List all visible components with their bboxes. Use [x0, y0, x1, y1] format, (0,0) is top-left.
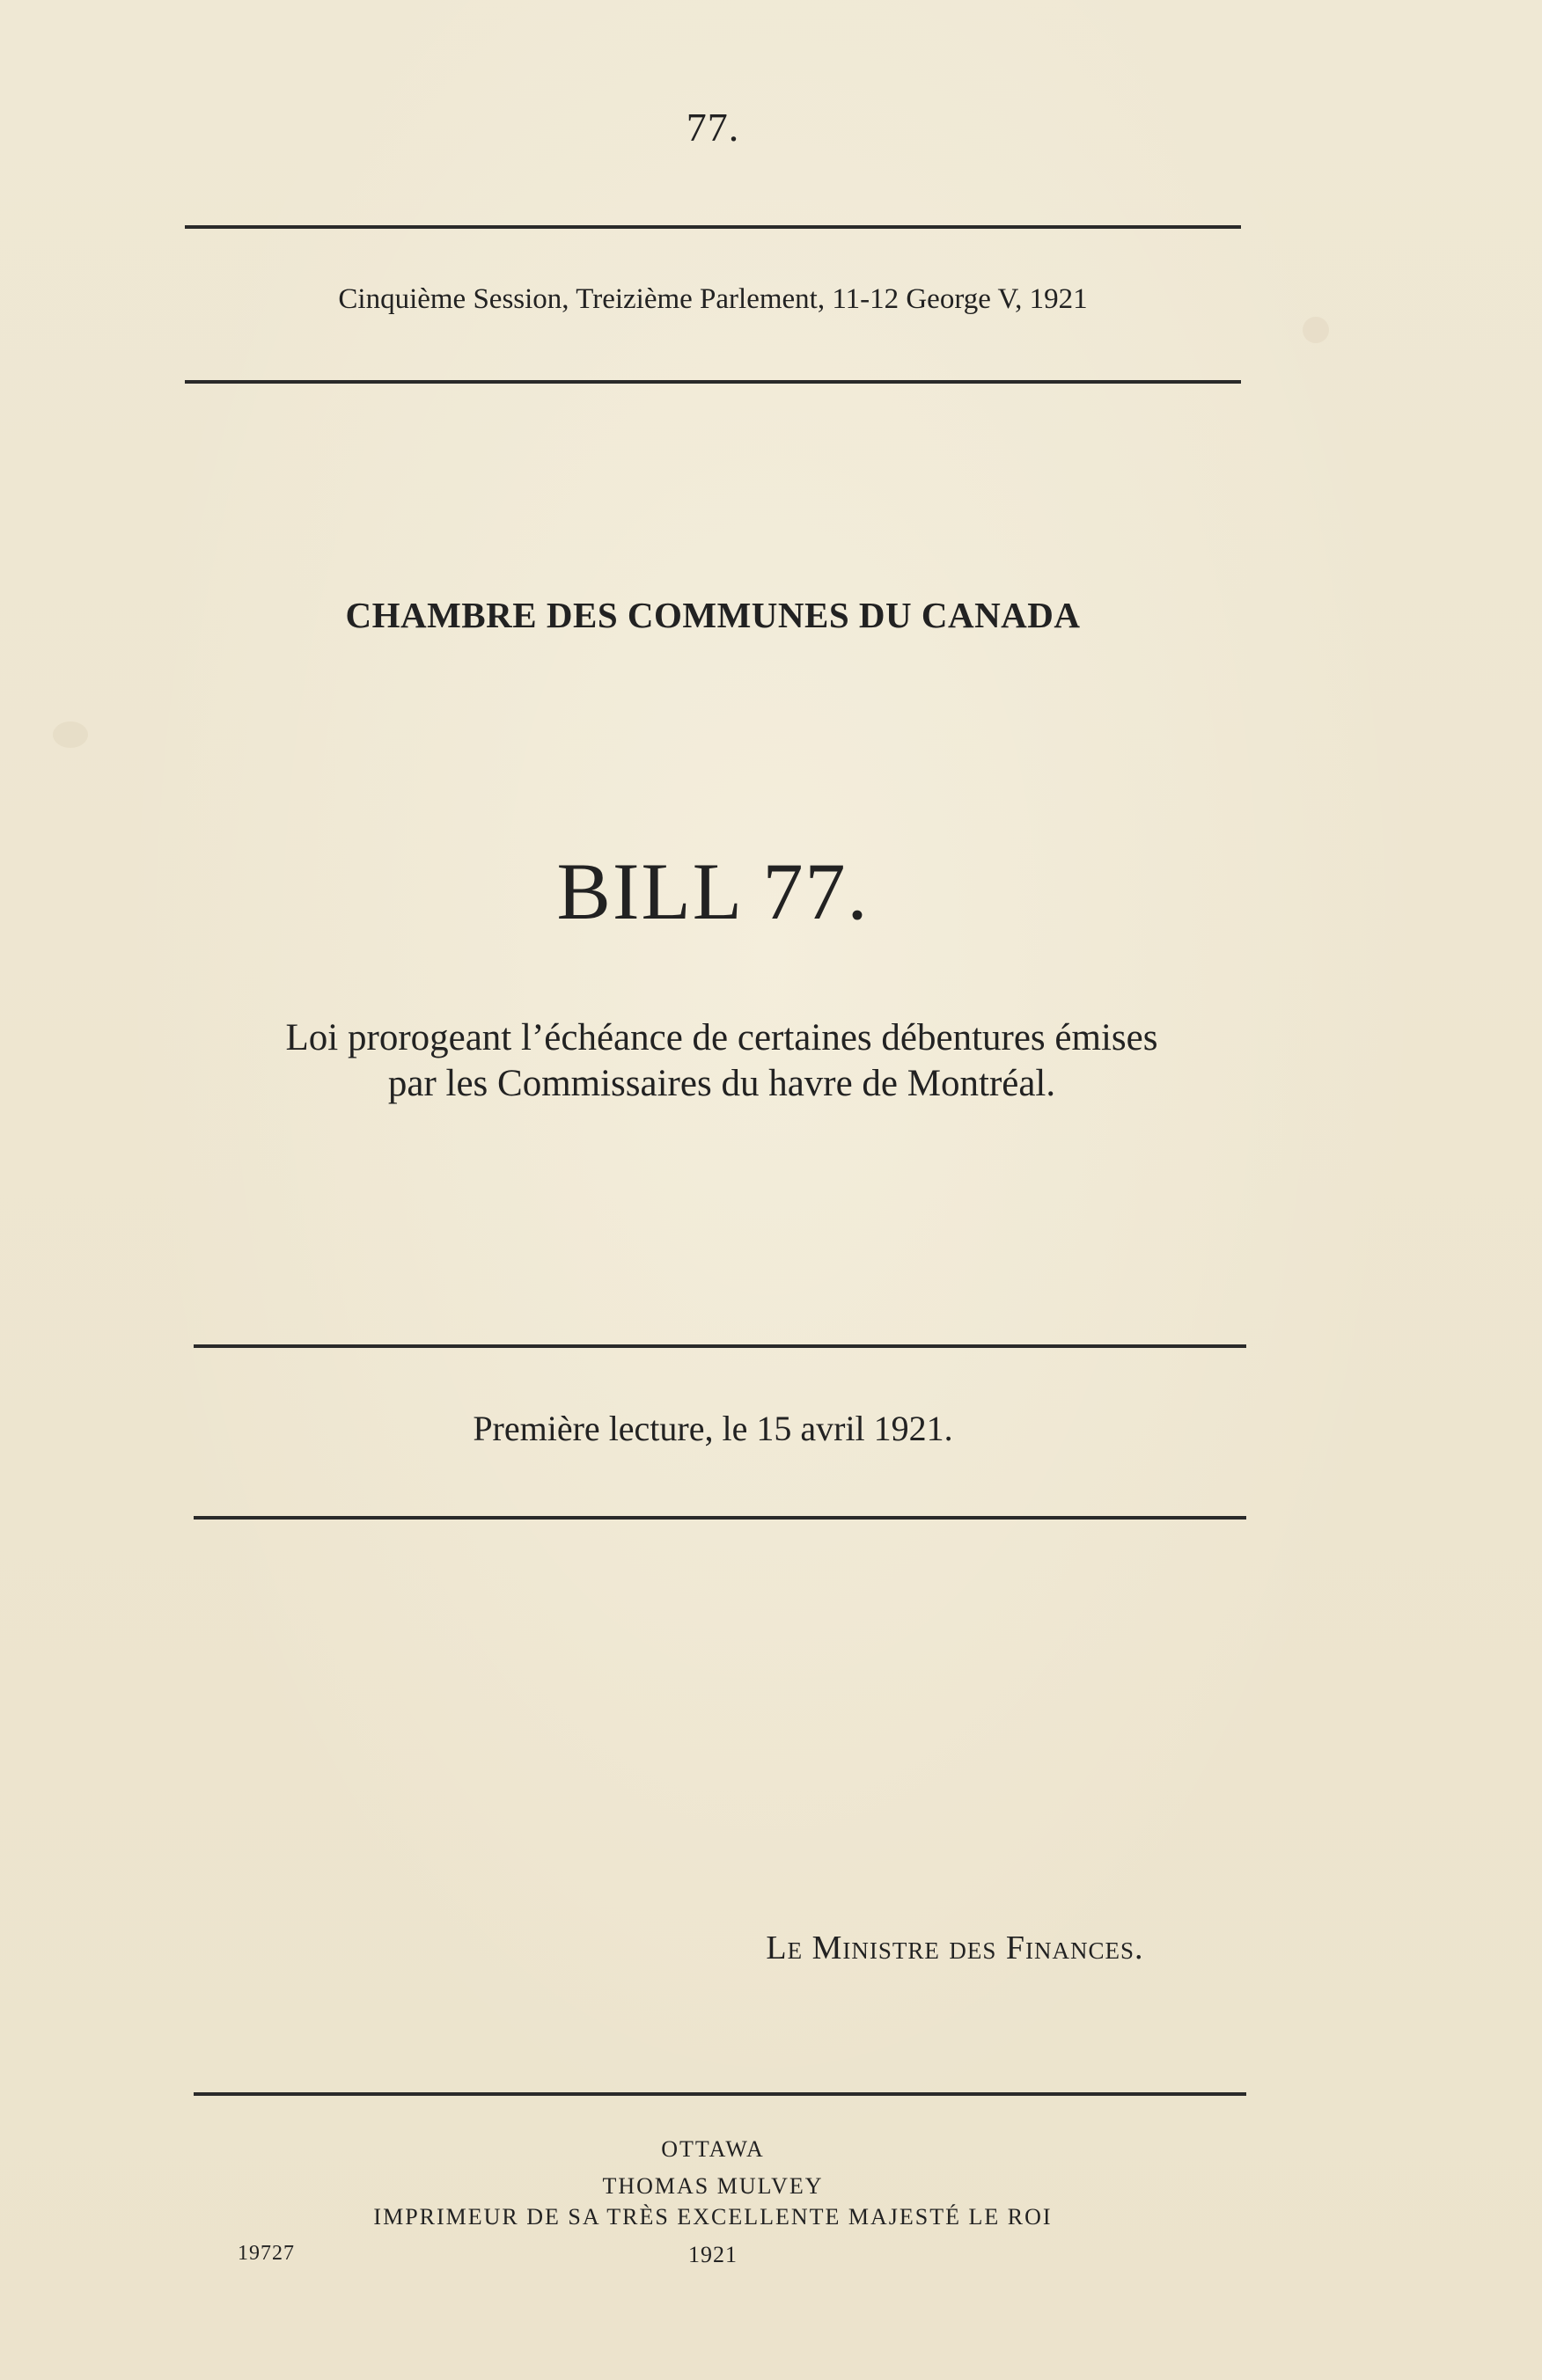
minister-signature: Le Ministre des Finances.	[766, 1930, 1144, 1966]
session-line: Cinquième Session, Treizième Parlement, 11-12 George V, 1921	[338, 283, 1088, 315]
imprint-year: 1921	[688, 2242, 738, 2267]
page-number: 77.	[686, 105, 740, 150]
imprint-printer-title: IMPRIMEUR DE SA TRÈS EXCELLENTE MAJESTÉ LE ROI	[373, 2204, 1053, 2230]
top-rule	[185, 225, 1241, 229]
session-rule	[185, 380, 1241, 384]
first-reading-line: Première lecture, le 15 avril 1921.	[473, 1409, 953, 1448]
bill-description-line-2: par les Commissaires du havre de Montréal.	[387, 1063, 1056, 1104]
imprint-city: OTTAWA	[661, 2136, 765, 2162]
reading-top-rule	[194, 1344, 1246, 1348]
print-code: 19727	[238, 2242, 295, 2265]
house-heading: CHAMBRE DES COMMUNES DU CANADA	[345, 595, 1081, 635]
bill-description-line-1: Loi prorogeant l’échéance de certaines débentures émises	[285, 1017, 1158, 1058]
paper-stain	[53, 721, 88, 748]
reading-bottom-rule	[194, 1516, 1246, 1520]
paper-stain	[1303, 317, 1329, 343]
imprint-printer-name: THOMAS MULVEY	[602, 2173, 824, 2199]
imprint-rule	[194, 2092, 1246, 2096]
bill-title: BILL 77.	[556, 846, 870, 936]
